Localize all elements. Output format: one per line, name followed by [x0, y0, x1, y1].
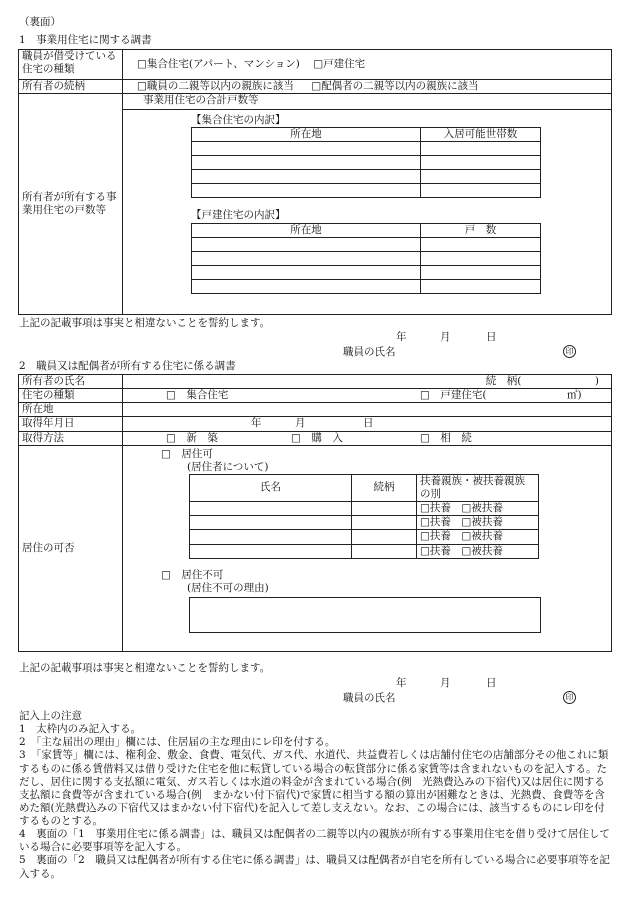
checkbox-not-dependent[interactable]: □被扶養: [461, 530, 503, 543]
acquired-year: 年: [251, 417, 262, 430]
notes-title: 記入上の注意: [19, 710, 82, 722]
checkbox-dependent[interactable]: □扶養: [420, 502, 451, 515]
label-acquire-method: 取得方法: [19, 431, 123, 445]
note-item: 1 太枠内のみ記入する。: [19, 723, 142, 736]
area-unit: ㎡): [567, 389, 582, 402]
date-year: 年: [396, 331, 407, 343]
section2-declaration: 上記の記載事項は事実と相違ないことを誓約します。: [19, 662, 271, 674]
date-month: 月: [440, 677, 451, 689]
acquired-day: 日: [363, 417, 374, 430]
date-day: 日: [486, 331, 497, 343]
col-households: 入居可能世帯数: [421, 128, 541, 142]
side-label: （裏面）: [19, 16, 61, 28]
checkbox-purchase[interactable]: □ 購 入: [291, 431, 343, 444]
table-cell[interactable]: [190, 516, 352, 530]
label-location: 所在地: [19, 403, 123, 417]
note-item: 2 「主な届出の理由」欄には、住居届の主な理由にレ印を付する。: [19, 736, 336, 749]
label-residence: 居住の可否: [19, 445, 123, 651]
table-cell[interactable]: [421, 251, 541, 265]
table-cell[interactable]: [352, 502, 417, 516]
checkbox-residence-impossible[interactable]: □ 居住不可: [161, 568, 224, 581]
notes-section: [19, 710, 613, 881]
table-cell[interactable]: [421, 279, 541, 293]
col-units: 戸 数: [421, 223, 541, 237]
table-cell[interactable]: [192, 279, 421, 293]
checkbox-dependent[interactable]: □扶養: [420, 544, 451, 557]
impossible-reason-box[interactable]: [189, 597, 541, 633]
total-units-label: 事業用住宅の合計戸数等: [123, 94, 611, 110]
note-item: 5 裏面の「2 職員又は配偶者が所有する住宅に係る調書」は、職員又は配偶者が自宅を所有している場合に必要事項等を記入する。: [19, 854, 610, 880]
row-label-house-type: 職員が借受けている住宅の種類: [19, 50, 123, 80]
acquired-month: 月: [295, 417, 306, 430]
row-label-units-owned: 所有者が所有する事業用住宅の戸数等: [19, 94, 123, 315]
checkbox-staff-relative[interactable]: □職員の二親等以内の親族に該当: [137, 80, 294, 92]
note-item: 3 「家賃等」欄には、権利金、敷金、食費、電気代、ガス代、水道代、共益費若しくは店舗付住宅の店舗部分その他これに類するものに係る賃借料又は借り受けた住宅を他に転貸している場合の転貸部分に係る家賃等は含まれないものを記入する。ただし、居住に関する支払額に電気、ガス若しくは水道の料金が含まれている場合(例 光熱費込みの下宿代)又は居住に関する支払額に食費等が含まれている場合(例 まかない付下宿代)で家賃に相当する額の算出が困難なときは、光熱費、食費等を含めた額(光熱費込みの下宿代又はまかない付下宿代)を記入して差し支えない。なお、この場合には、該当するものにレ印を付するものとする。: [19, 749, 609, 827]
staff-name-label: 職員の氏名: [343, 692, 396, 704]
detached-breakdown-title: 【戸建住宅の内訳】: [191, 209, 286, 222]
table-cell[interactable]: [190, 544, 352, 558]
table-cell[interactable]: [352, 530, 417, 544]
col-location: 所在地: [192, 223, 421, 237]
table-cell[interactable]: [192, 142, 421, 156]
row-label-owner-relation: 所有者の続柄: [19, 80, 123, 94]
checkbox-not-dependent[interactable]: □被扶養: [461, 502, 503, 515]
col-dependent: 扶養親族・被扶養親族の別: [417, 474, 539, 501]
checkbox-not-dependent[interactable]: □被扶養: [461, 544, 503, 557]
table-cell[interactable]: [192, 251, 421, 265]
seal-mark: 印: [563, 345, 576, 358]
staff-name-label: 職員の氏名: [343, 346, 396, 358]
table-cell[interactable]: [190, 530, 352, 544]
table-cell[interactable]: [192, 265, 421, 279]
table-cell[interactable]: [421, 170, 541, 184]
checkbox-new-build[interactable]: □ 新 築: [166, 431, 218, 444]
table-cell[interactable]: [421, 142, 541, 156]
table-cell[interactable]: [192, 237, 421, 251]
checkbox-detached-housing[interactable]: □戸建住宅: [313, 57, 366, 70]
about-residents-label: (居住者について): [187, 460, 269, 473]
table-cell[interactable]: [421, 156, 541, 170]
checkbox-residence-possible[interactable]: □ 居住可: [161, 447, 213, 460]
impossible-reason-label: (居住不可の理由): [187, 581, 269, 594]
checkbox-spouse-relative[interactable]: □配偶者の二親等以内の親族に該当: [311, 80, 479, 92]
table-cell[interactable]: [352, 516, 417, 530]
owner-relation-field[interactable]: 続 柄( ): [123, 375, 612, 389]
table-cell[interactable]: [190, 502, 352, 516]
collective-breakdown-title: 【集合住宅の内訳】: [191, 114, 286, 127]
table-cell[interactable]: [421, 237, 541, 251]
table-cell[interactable]: [421, 184, 541, 198]
label-acquired-date: 取得年月日: [19, 417, 123, 431]
table-cell[interactable]: [192, 156, 421, 170]
date-day: 日: [486, 677, 497, 689]
section1-table: [18, 49, 612, 315]
col-relation: 続柄: [352, 474, 417, 501]
checkbox-inherit[interactable]: □ 相 続: [420, 431, 472, 444]
label-house-type: 住宅の種類: [19, 389, 123, 403]
section1-declaration: 上記の記載事項は事実と相違ないことを誓約します。: [19, 317, 271, 329]
section2-table: [18, 374, 612, 652]
section1-title: 1 事業用住宅に関する調書: [19, 34, 152, 46]
table-cell[interactable]: [192, 184, 421, 198]
col-name: 氏名: [190, 474, 352, 501]
label-owner-name: 所有者の氏名: [19, 375, 123, 389]
table-cell[interactable]: [352, 544, 417, 558]
checkbox-collective[interactable]: □ 集合住宅: [166, 389, 229, 402]
date-month: 月: [440, 331, 451, 343]
collective-breakdown-table: [191, 127, 541, 198]
checkbox-detached[interactable]: □ 戸建住宅(: [420, 389, 487, 402]
seal-mark: 印: [563, 691, 576, 704]
checkbox-dependent[interactable]: □扶養: [420, 530, 451, 543]
table-cell[interactable]: [192, 170, 421, 184]
date-year: 年: [396, 677, 407, 689]
checkbox-not-dependent[interactable]: □被扶養: [461, 516, 503, 529]
checkbox-dependent[interactable]: □扶養: [420, 516, 451, 529]
location-field[interactable]: [123, 403, 612, 417]
note-item: 4 裏面の「1 事業用住宅に係る調書」は、職員又は配偶者の二親等以内の親族が所有する事業用住宅を借り受けて居住している場合に必要事項等を記入する。: [19, 828, 610, 854]
col-location: 所在地: [192, 128, 421, 142]
section2-title: 2 職員又は配偶者が所有する住宅に係る調書: [19, 360, 236, 372]
residents-table: [189, 474, 539, 559]
checkbox-collective-housing[interactable]: □集合住宅(アパート、マンション): [137, 57, 300, 70]
detached-breakdown-table: [191, 223, 541, 294]
table-cell[interactable]: [421, 265, 541, 279]
